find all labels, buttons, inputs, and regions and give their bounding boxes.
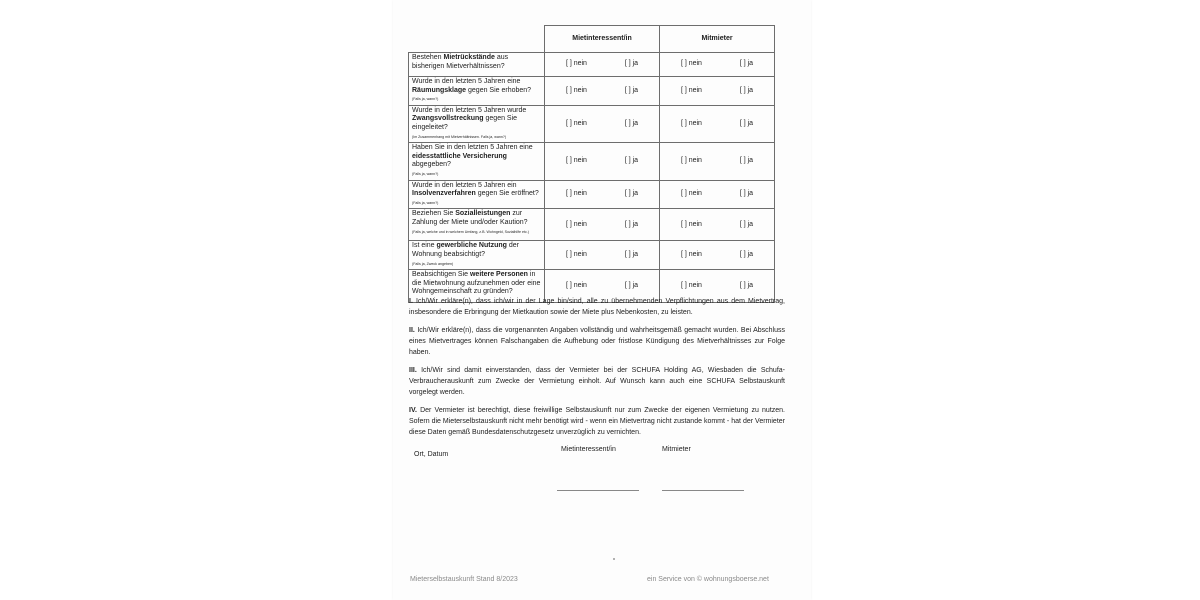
tenant-yes-checkbox[interactable]: [ ] ja: [624, 157, 639, 165]
tenant-no-checkbox[interactable]: [ ] nein: [565, 281, 587, 289]
paragraph-3: [409, 365, 785, 399]
co-tenant-answer-cell: [660, 105, 775, 142]
page-mark: [613, 558, 615, 560]
question-text: zur Zahlung der Miete und/oder Kaution?: [412, 210, 528, 226]
question-text: gegen Sie eingeleitet?: [412, 115, 518, 131]
question-text: gegen Sie eröffnet?: [475, 190, 539, 198]
question-cell: [409, 241, 545, 270]
question-text: in die Mietwohnung aufzunehmen oder eine Wohngemeinschaft zu gründen?: [412, 271, 541, 296]
co-tenant-no-checkbox[interactable]: [ ] nein: [680, 190, 702, 198]
question-keyword: Mietrückstände: [443, 54, 495, 61]
tenant-answer-cell: [545, 143, 660, 180]
paragraph-1: [409, 296, 785, 318]
tenant-yes-checkbox[interactable]: [ ] ja: [624, 86, 639, 94]
question-note: (Falls ja, Zweck angeben): [412, 261, 454, 266]
paragraph-text: Der Vermieter ist berechtigt, diese freiwillige Selbstauskunft nur zum Zwecke der eigenen Vermietung zu nutzen. Sofern die Mieterselbstauskunft nicht mehr benötigt wird - wenn ein Mietvertrag nicht zustande kommt - hat der Vermieter diese Daten gemäß Bundesdatenschutzgesetz unverzüglich zu vernichten.: [409, 407, 785, 437]
table-row: [409, 143, 775, 180]
tenant-answer-cell: [545, 105, 660, 142]
co-tenant-yes-checkbox[interactable]: [ ] ja: [739, 157, 754, 165]
footer-right: ein Service von © wohnungsboerse.net: [647, 576, 769, 583]
co-tenant-yes-checkbox[interactable]: [ ] ja: [739, 190, 754, 198]
co-tenant-answer-cell: [660, 241, 775, 270]
table-row: [409, 209, 775, 241]
co-tenant-no-checkbox[interactable]: [ ] nein: [680, 157, 702, 165]
co-tenant-yes-checkbox[interactable]: [ ] ja: [739, 250, 754, 258]
co-tenant-no-checkbox[interactable]: [ ] nein: [680, 86, 702, 94]
question-keyword: Zwangsvollstreckung: [412, 115, 484, 123]
tenant-yes-checkbox[interactable]: [ ] ja: [624, 250, 639, 258]
question-cell: [409, 209, 545, 241]
paragraph-text: Ich/Wir erkläre(n), dass die vorgenannten Angaben vollständig und wahrheitsgemäß gemacht wurden. Bei Abschluss eines Mietvertrages können Falschangaben die Aufhebung oder fristlose Kündigung des Mietverhältnisses zur Folge haben.: [409, 327, 785, 357]
tenant-answer-cell: [545, 241, 660, 270]
tenant-no-checkbox[interactable]: [ ] nein: [565, 119, 587, 127]
place-date-label: Ort, Datum: [414, 451, 449, 458]
question-text: Bestehen: [412, 54, 444, 61]
question-text: Wurde in den letzten 5 Jahren eine: [412, 78, 521, 85]
question-keyword: Insolvenzverfahren: [412, 190, 476, 198]
co-tenant-no-checkbox[interactable]: [ ] nein: [680, 119, 702, 127]
co-tenant-answer-cell: [660, 143, 775, 180]
tenant-no-checkbox[interactable]: [ ] nein: [565, 220, 587, 228]
co-tenant-answer-cell: [660, 209, 775, 241]
question-text: gegen Sie erhoben?: [466, 86, 532, 94]
tenant-answer-cell: [545, 180, 660, 209]
question-note: (Im Zusammenhang mit Mietverhältnissen. Falls ja, wann?): [412, 134, 507, 139]
question-text: Ist eine: [412, 242, 437, 250]
table-header-row: [409, 26, 775, 53]
tenant-yes-checkbox[interactable]: [ ] ja: [624, 119, 639, 127]
question-note: (Falls ja, wann?): [412, 171, 439, 176]
co-tenant-no-checkbox[interactable]: [ ] nein: [680, 250, 702, 258]
tenant-signature-label: Mietinteressent/in: [561, 446, 616, 453]
tenant-no-checkbox[interactable]: [ ] nein: [565, 190, 587, 198]
co-tenant-yes-checkbox[interactable]: [ ] ja: [739, 86, 754, 94]
co-tenant-yes-checkbox[interactable]: [ ] ja: [739, 119, 754, 127]
paragraph-number: II.: [409, 327, 415, 334]
table-row: [409, 241, 775, 270]
tenant-no-checkbox[interactable]: [ ] nein: [565, 250, 587, 258]
tenant-answer-cell: [545, 209, 660, 241]
question-note: (Falls ja, wann?): [412, 200, 439, 205]
tenant-no-checkbox[interactable]: [ ] nein: [565, 60, 587, 68]
tenant-answer-cell: [545, 53, 660, 77]
tenant-yes-checkbox[interactable]: [ ] ja: [624, 220, 639, 228]
header-co-tenant: Mitmieter: [660, 26, 775, 53]
question-keyword: Sozialleistungen: [455, 210, 511, 218]
paragraph-text: Ich/Wir erkläre(n), dass ich/wir in der Lage bin/sind, alle zu übernehmenden Verpflichtungen aus dem Mietvertrag, insbesondere die Erbringung der Mietkaution sowie der Miete plus Nebenkosten, zu leisten.: [409, 298, 785, 317]
paragraph-number: IV.: [409, 407, 417, 414]
question-text: Haben Sie in den letzten 5 Jahren eine: [412, 144, 533, 152]
question-note: (Falls ja, welche und in welchem Umfang, z.B. Wohngeld, Sozialhilfe etc.): [412, 229, 529, 234]
question-keyword: eidesstattliche Versicherung: [412, 152, 507, 160]
question-text: Beziehen Sie: [412, 210, 456, 218]
tenant-yes-checkbox[interactable]: [ ] ja: [624, 281, 639, 289]
tenant-yes-checkbox[interactable]: [ ] ja: [624, 190, 639, 198]
table-row: [409, 105, 775, 142]
question-cell: [409, 105, 545, 142]
co-tenant-answer-cell: [660, 77, 775, 106]
co-tenant-signature-line[interactable]: [662, 490, 744, 491]
paragraph-4: [409, 405, 785, 439]
co-tenant-yes-checkbox[interactable]: [ ] ja: [739, 281, 754, 289]
question-cell: [409, 53, 545, 77]
paragraph-number: I.: [409, 298, 413, 305]
tenant-no-checkbox[interactable]: [ ] nein: [565, 157, 587, 165]
question-text: aus bisherigen Mietverhältnissen?: [412, 54, 509, 70]
tenant-answer-cell: [545, 77, 660, 106]
questionnaire-table: [408, 25, 775, 303]
question-text: Wurde in den letzten 5 Jahren wurde: [412, 106, 527, 114]
tenant-yes-checkbox[interactable]: [ ] ja: [624, 60, 639, 68]
paragraph-text: Ich/Wir sind damit einverstanden, dass der Vermieter bei der SCHUFA Holding AG, Wiesbaden die Schufa-Verbraucherauskunft zum Zwecke der Vermietung einholt. Auf Wunsch kann auch eine SCHUFA Selbstauskunft vorgelegt werden.: [409, 367, 785, 397]
question-cell: [409, 77, 545, 106]
question-keyword: gewerbliche Nutzung: [436, 242, 507, 250]
co-tenant-answer-cell: [660, 180, 775, 209]
co-tenant-signature-label: Mitmieter: [662, 446, 691, 453]
header-tenant: Mietinteressent/in: [545, 26, 660, 53]
question-text: der Wohnung beabsichtigt?: [412, 242, 519, 258]
header-blank-cell: [409, 26, 545, 53]
co-tenant-yes-checkbox[interactable]: [ ] ja: [739, 60, 754, 68]
co-tenant-no-checkbox[interactable]: [ ] nein: [680, 281, 702, 289]
question-keyword: weitere Personen: [469, 271, 528, 279]
paragraph-number: III.: [409, 367, 417, 374]
table-row: [409, 53, 775, 77]
footer-left: Mieterselbstauskunft Stand 8/2023: [410, 576, 518, 583]
table-row: [409, 180, 775, 209]
question-text: Wurde in den letzten 5 Jahren ein: [412, 181, 517, 189]
question-cell: [409, 143, 545, 180]
question-text: Beabsichtigen Sie: [412, 271, 470, 279]
co-tenant-no-checkbox[interactable]: [ ] nein: [680, 220, 702, 228]
co-tenant-no-checkbox[interactable]: [ ] nein: [680, 60, 702, 68]
tenant-no-checkbox[interactable]: [ ] nein: [565, 86, 587, 94]
question-text: abgegeben?: [412, 161, 451, 169]
co-tenant-yes-checkbox[interactable]: [ ] ja: [739, 220, 754, 228]
question-note: (Falls ja, wann?): [412, 97, 439, 102]
table-row: [409, 77, 775, 106]
question-cell: [409, 180, 545, 209]
paragraph-2: [409, 325, 785, 359]
question-keyword: Räumungsklage: [412, 86, 467, 94]
co-tenant-answer-cell: [660, 53, 775, 77]
tenant-signature-line[interactable]: [557, 490, 639, 491]
